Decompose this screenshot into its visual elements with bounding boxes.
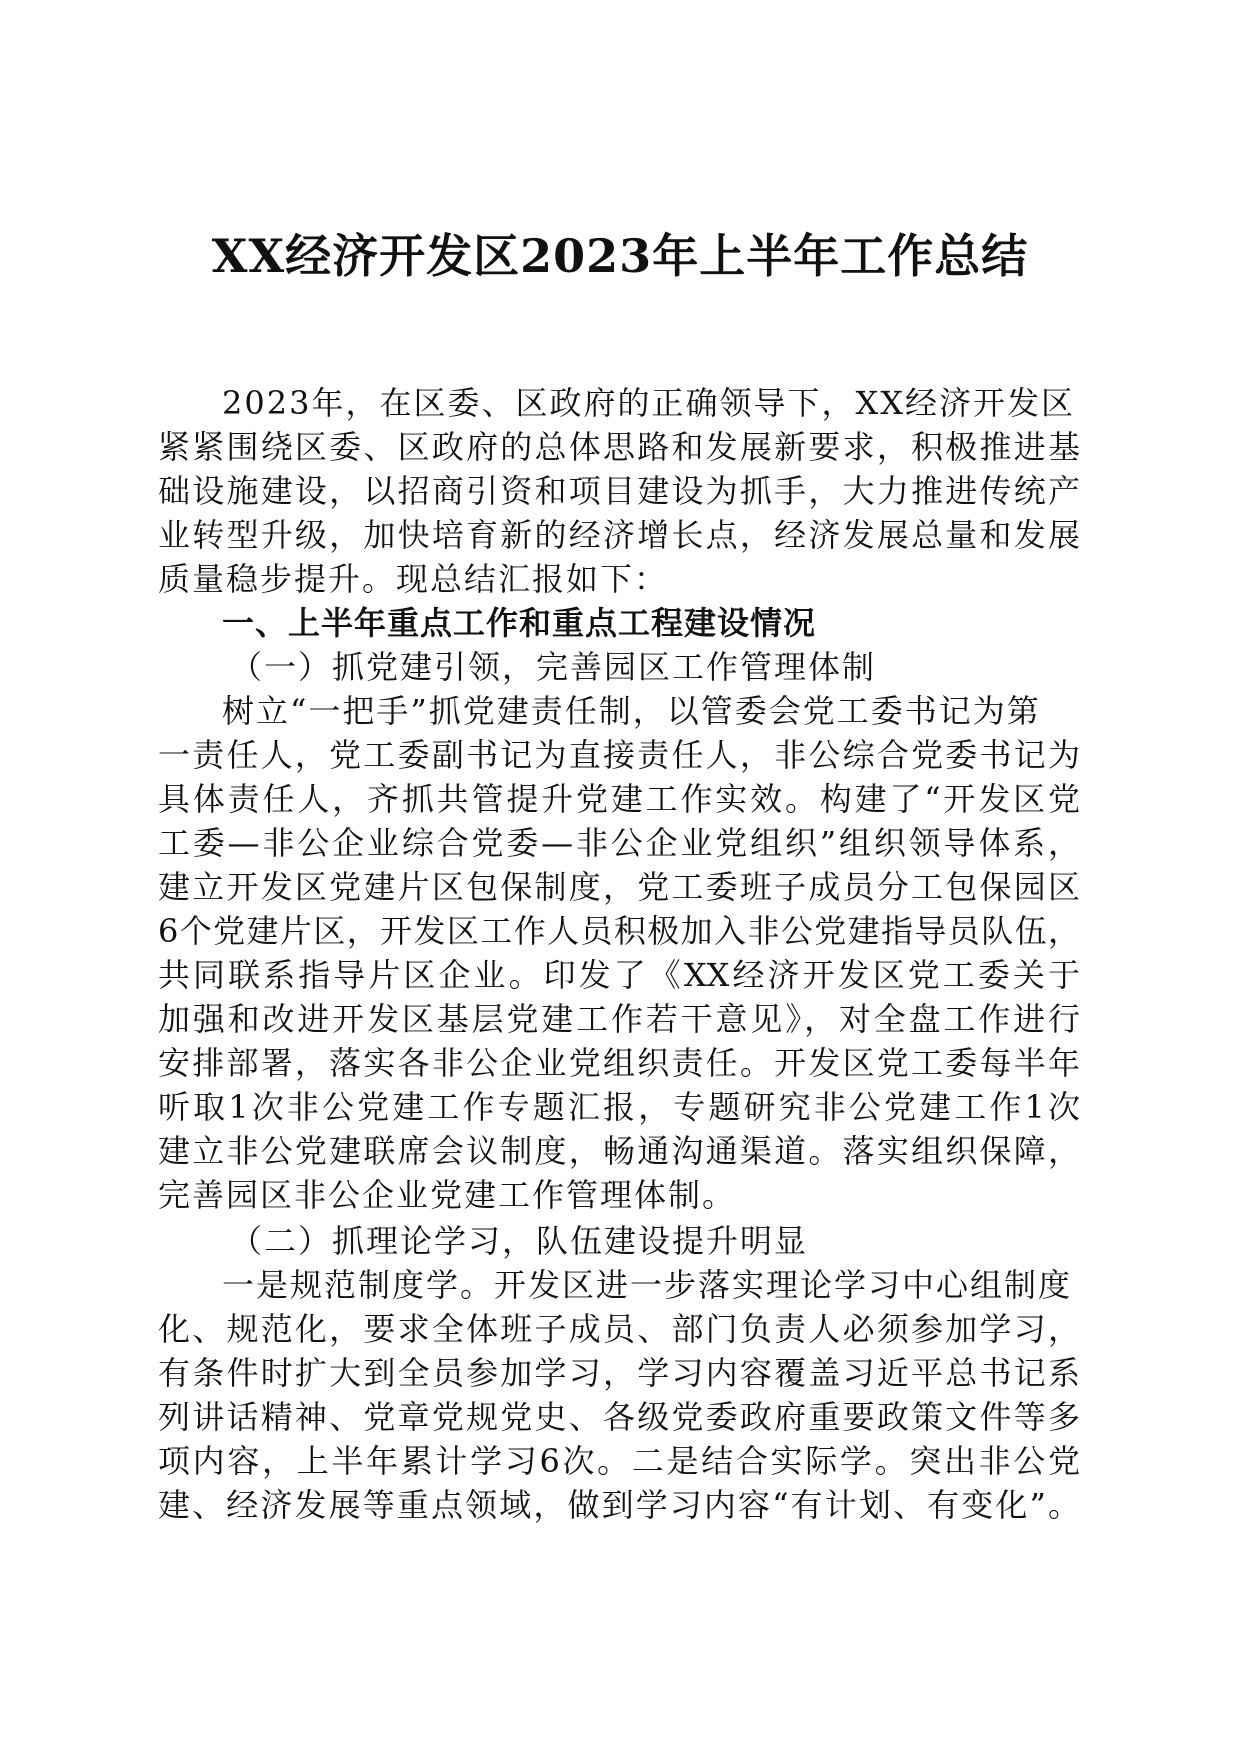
subsection-1-line-1: 树立“一把手”抓党建责任制，以管委会党工委书记为第 <box>222 692 1041 730</box>
intro-line-3: 础设施建设，以招商引资和项目建设为抓手，大力推进传统产 <box>158 472 1080 510</box>
subsection-2-line-1: 一是规范制度学。开发区进一步落实理论学习中心组制度 <box>222 1266 1073 1304</box>
subsection-1-line-5: 建立开发区党建片区包保制度，党工委班子成员分工包保园区 <box>158 868 1080 906</box>
subsection-2-line-4: 列讲话精神、党章党规党史、各级党委政府重要政策文件等多 <box>158 1398 1080 1436</box>
section-1-heading: 一、上半年重点工作和重点工程建设情况 <box>222 604 817 642</box>
subsection-2-line-5: 项内容，上半年累计学习6次。二是结合实际学。突出非公党 <box>158 1442 1080 1480</box>
subsection-1-line-12: 完善园区非公企业党建工作管理体制。 <box>158 1176 737 1214</box>
subsection-1-line-11: 建立非公党建联席会议制度，畅通沟通渠道。落实组织保障， <box>158 1132 1080 1170</box>
intro-line-4: 业转型升级，加快培育新的经济增长点，经济发展总量和发展 <box>158 516 1080 554</box>
subsection-1-heading: （一）抓党建引领，完善园区工作管理体制 <box>230 648 877 686</box>
subsection-1-line-10: 听取1次非公党建工作专题汇报，专题研究非公党建工作1次 <box>158 1088 1080 1126</box>
subsection-2-line-2: 化、规范化，要求全体班子成员、部门负责人必须参加学习， <box>158 1310 1080 1348</box>
subsection-1-line-4: 工委—非公企业综合党委—非公企业党组织”组织领导体系， <box>158 824 1080 862</box>
subsection-1-line-6: 6个党建片区，开发区工作人员积极加入非公党建指导员队伍， <box>158 912 1080 950</box>
subsection-2-line-3: 有条件时扩大到全员参加学习，学习内容覆盖习近平总书记系 <box>158 1354 1080 1392</box>
subsection-1-line-8: 加强和改进开发区基层党建工作若干意见》，对全盘工作进行 <box>158 1000 1080 1038</box>
subsection-2-line-6: 建、经济发展等重点领域，做到学习内容“有计划、有变化”。 <box>158 1486 1080 1524</box>
intro-line-2: 紧紧围绕区委、区政府的总体思路和发展新要求，积极推进基 <box>158 428 1080 466</box>
intro-line-1: 2023年，在区委、区政府的正确领导下，XX经济开发区 <box>222 384 1076 422</box>
subsection-2-heading: （二）抓理论学习，队伍建设提升明显 <box>230 1222 809 1260</box>
subsection-1-line-7: 共同联系指导片区企业。印发了《XX经济开发区党工委关于 <box>158 956 1080 994</box>
subsection-1-line-9: 安排部署，落实各非公企业党组织责任。开发区党工委每半年 <box>158 1044 1080 1082</box>
document-title: XX经济开发区2023年上半年工作总结 <box>211 229 1029 283</box>
subsection-1-line-2: 一责任人，党工委副书记为直接责任人，非公综合党委书记为 <box>158 736 1080 774</box>
intro-line-5: 质量稳步提升。现总结汇报如下： <box>158 560 669 598</box>
subsection-1-line-3: 具体责任人，齐抓共管提升党建工作实效。构建了“开发区党 <box>158 780 1080 818</box>
